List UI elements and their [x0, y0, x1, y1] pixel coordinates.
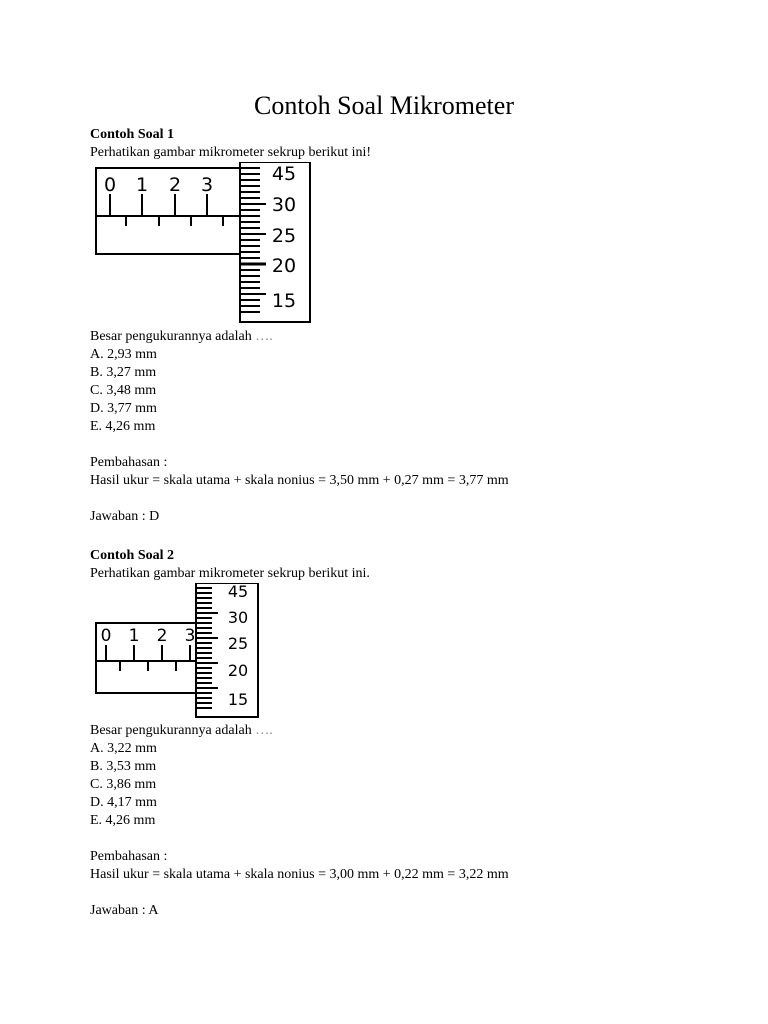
option: E. 4,26 mm — [90, 813, 156, 828]
answer: Jawaban : D — [90, 509, 160, 524]
option: E. 4,26 mm — [90, 419, 156, 434]
option: B. 3,53 mm — [90, 759, 157, 774]
micrometer-figure-1 — [90, 162, 320, 324]
question-line — [90, 722, 710, 740]
thimble-label: 20 — [227, 661, 249, 680]
thimble-label: 15 — [227, 690, 249, 709]
main-scale-label: 0 — [103, 174, 117, 196]
problem-2 — [90, 547, 710, 920]
main-scale-label: 1 — [135, 174, 149, 196]
option: B. 3,27 mm — [90, 365, 157, 380]
main-scale-label: 1 — [128, 626, 140, 646]
discussion-label: Pembahasan : — [90, 849, 168, 864]
problem-instruction: Perhatikan gambar mikrometer sekrup berikut ini. — [90, 566, 370, 581]
question-text: Besar pengukurannya adalah — [90, 723, 252, 738]
micrometer-figure-2 — [90, 583, 280, 721]
question-dots: …. — [255, 723, 273, 738]
thimble-label: 30 — [271, 194, 297, 216]
discussion-text: Hasil ukur = skala utama + skala nonius = 3,50 mm + 0,27 mm = 3,77 mm — [90, 473, 509, 488]
problem-heading: Contoh Soal 2 — [90, 548, 175, 563]
main-scale-label: 3 — [184, 626, 196, 646]
main-scale-label: 2 — [168, 174, 182, 196]
discussion-label: Pembahasan : — [90, 455, 168, 470]
main-scale-label: 0 — [100, 626, 112, 646]
problem-instruction: Perhatikan gambar mikrometer sekrup berikut ini! — [90, 145, 372, 160]
option: C. 3,48 mm — [90, 383, 157, 398]
thimble-label: 15 — [271, 290, 297, 312]
thimble-label: 45 — [227, 583, 249, 601]
main-scale-label: 3 — [200, 174, 214, 196]
answer: Jawaban : A — [90, 903, 159, 918]
thimble-label: 25 — [227, 634, 249, 653]
problem-heading: Contoh Soal 1 — [90, 127, 175, 142]
option: C. 3,86 mm — [90, 777, 157, 792]
problem-1 — [90, 126, 710, 526]
option: D. 3,77 mm — [90, 401, 157, 416]
main-scale-label: 2 — [156, 626, 168, 646]
question-line — [90, 328, 710, 346]
page-title: Contoh Soal Mikrometer — [254, 91, 514, 120]
option: D. 4,17 mm — [90, 795, 157, 810]
thimble-label: 20 — [271, 255, 297, 277]
question-dots: …. — [255, 329, 273, 344]
option: A. 3,22 mm — [90, 741, 157, 756]
question-text: Besar pengukurannya adalah — [90, 329, 252, 344]
thimble-label: 30 — [227, 608, 249, 627]
thimble-label: 45 — [271, 163, 297, 185]
option: A. 2,93 mm — [90, 347, 157, 362]
thimble-label: 25 — [271, 225, 297, 247]
discussion-text: Hasil ukur = skala utama + skala nonius = 3,00 mm + 0,22 mm = 3,22 mm — [90, 867, 509, 882]
